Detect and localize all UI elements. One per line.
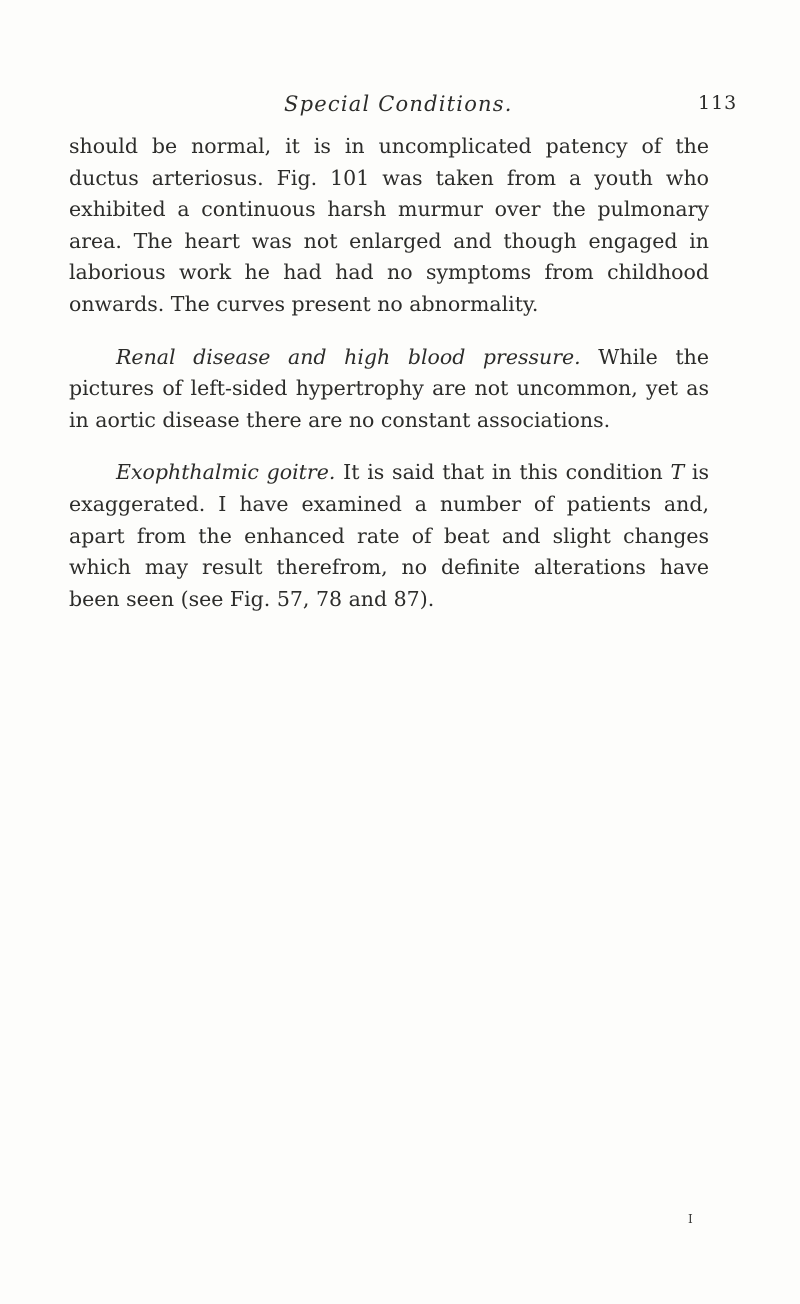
paragraph-text: should be normal, it is in uncomplicated patency of the ductus arteriosus. Fig. 101 was taken from a youth who exhibited a continuous harsh murmur over the pulmonary area. The heart was not enlarged and though engaged in laborious work he had had no symptoms from childhood onwards. The curves present no abnormality.: [69, 134, 709, 316]
paragraph-text: is exaggerated. I have examined a number of patients and, apart from the enhanced rate of beat and slight changes which may result therefrom, no definite alterations have been seen (see Fig. 57, 78 and 87).: [69, 460, 710, 611]
running-title: Special Conditions.: [284, 92, 513, 116]
paragraph-text: While the pictures of left-sided hypertrophy are not uncommon, yet as in aortic disease there are no constant associations.: [69, 344, 710, 432]
body-text: [69, 131, 709, 615]
page-number: 113: [698, 92, 738, 114]
paragraph-ductus-arteriosus: [69, 131, 709, 321]
signature-mark: I: [688, 1212, 693, 1226]
paragraph-renal-disease: [69, 342, 709, 437]
section-heading-exophthalmic-goitre: Exophthalmic goitre.: [116, 460, 336, 485]
paragraph-text: It is said that in this condition: [335, 460, 671, 485]
paragraph-exophthalmic-goitre: [69, 457, 709, 615]
running-head: [0, 80, 800, 120]
wave-symbol-t: T: [670, 460, 685, 485]
section-heading-renal-disease: Renal disease and high blood pressure.: [116, 344, 581, 369]
